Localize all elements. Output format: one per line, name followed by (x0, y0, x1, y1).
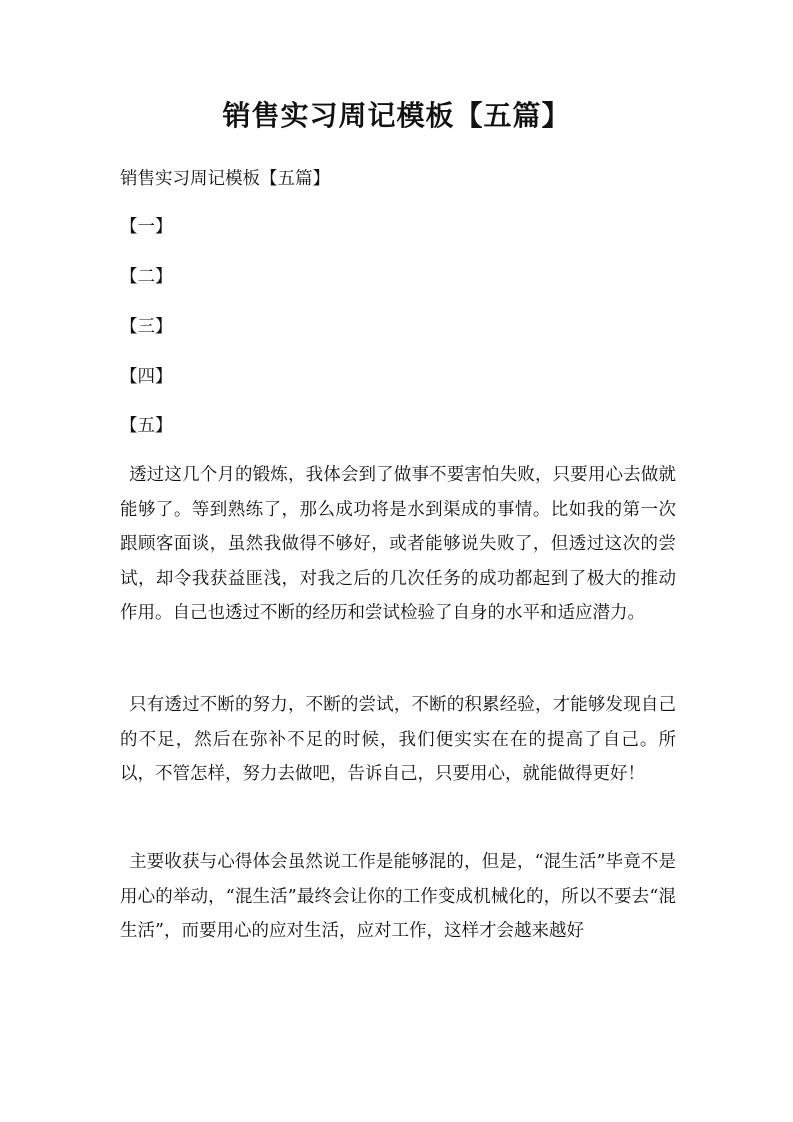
body-paragraph-2-text: 只有透过不断的努力，不断的尝试，不断的积累经验，才能够发现自己的不足，然后在弥补不足的时候，我们便实实在在的提高了自己。所以，不管怎样，努力去做吧，告诉自己，只要用心，就能做得更好！ (120, 695, 676, 784)
section-marker-1: 【一】 (120, 217, 173, 237)
body-paragraph-1-text: 透过这几个月的锻炼，我体会到了做事不要害怕失败，只要用心去做就能够了。等到熟练了，那么成功将是水到渠成的事情。比如我的第一次跟顾客面谈，虽然我做得不够好，或者能够说失败了，但透过这次的尝试，却令我获益匪浅，对我之后的几次任务的成功都起到了极大的推动作用。自己也透过不断的经历和尝试检验了自身的水平和适应潜力。 (120, 465, 676, 623)
document-subtitle: 销售实习周记模板【五篇】 (120, 169, 330, 189)
section-marker-2: 【二】 (120, 267, 173, 287)
body-paragraph-1 (120, 458, 676, 631)
body-paragraph-3-text: 主要收获与心得体会虽然说工作是能够混的，但是，“混生活”毕竟不是用心的举动，“混生活”最终会让你的工作变成机械化的，所以不要去“混生活”，而要用心的应对生活，应对工作，这样才会越来越好 (120, 852, 676, 941)
document-title: 销售实习周记模板【五篇】 (222, 99, 571, 132)
section-marker-4: 【四】 (120, 367, 173, 387)
body-paragraph-2 (120, 688, 676, 792)
section-marker-3: 【三】 (120, 317, 173, 337)
body-paragraph-3 (120, 845, 676, 949)
section-marker-5: 【五】 (120, 416, 173, 436)
